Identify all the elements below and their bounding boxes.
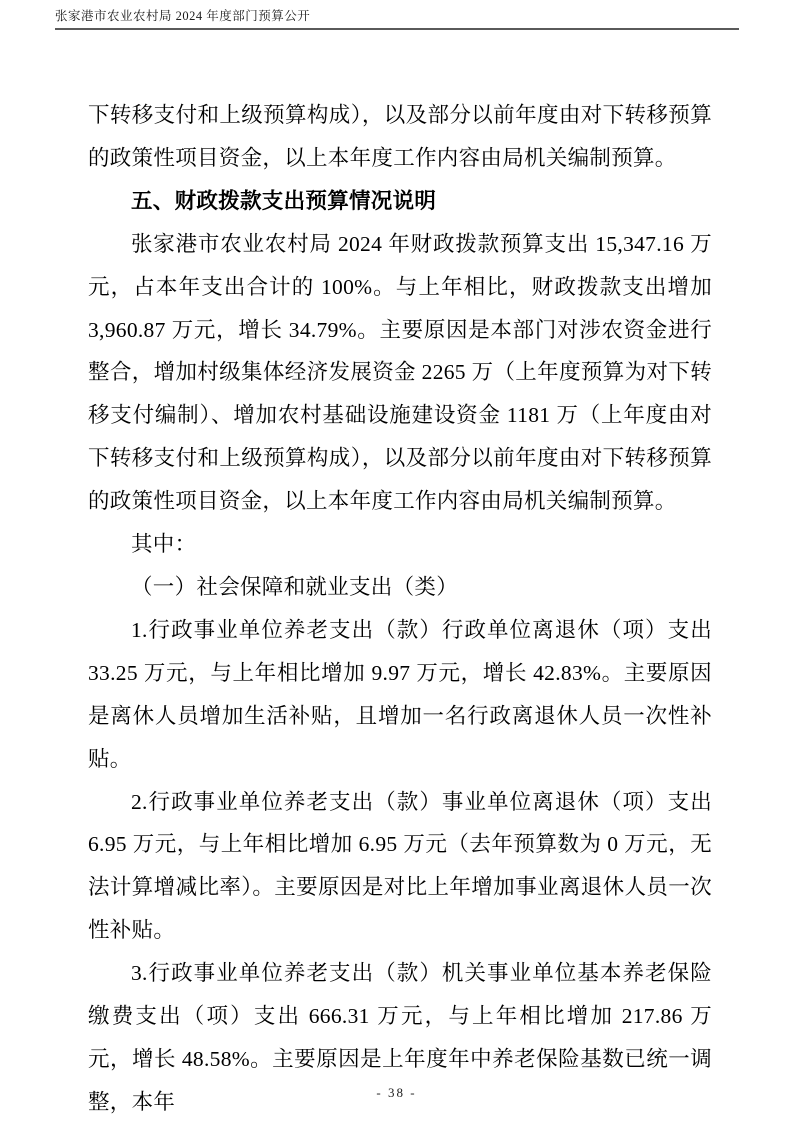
page-header [55, 8, 739, 30]
continuation-paragraph: 下转移支付和上级预算构成），以及部分以前年度由对下转移预算的政策性项目资金，以上本年度工作内容由局机关编制预算。 [88, 103, 712, 170]
category-heading: （一）社会保障和就业支出（类） [131, 574, 459, 599]
page-footer [0, 1084, 793, 1102]
budget-summary-paragraph: 张家港市农业农村局 2024 年财政拨款预算支出 15,347.16 万元，占本年支出合计的 100%。与上年相比，财政拨款支出增加 3,960.87 万元，增长 34.79%。主要原因是本部门对涉农资金进行整合，增加村级集体经济发展资金 2265 万（上年度预算为对下转移支付编制）、增加农村基础设施建设资金 1181 万（上年度由对下转移支付和上级预算构成），以及部分以前年度由对下转移预算的政策性项目资金，以上本年度工作内容由局机关编制预算。 [88, 231, 712, 514]
among-which-label: 其中： [131, 532, 197, 557]
header-rule [55, 28, 739, 30]
header-title: 张家港市农业农村局 2024 年度部门预算公开 [55, 9, 311, 23]
section-heading: 五、财政拨款支出预算情况说明 [131, 188, 437, 213]
item-paragraph-3: 3.行政事业单位养老支出（款）机关事业单位基本养老保险缴费支出（项）支出 666.31 万元，与上年相比增加 217.86 万元，增长 48.58%。主要原因是上年度年中养老保险基数已统一调整，本年 [88, 961, 712, 1114]
document-body [88, 94, 712, 1122]
page-number: - 38 - [376, 1085, 417, 1100]
item-paragraph-1: 1.行政事业单位养老支出（款）行政单位离退休（项）支出 33.25 万元，与上年相比增加 9.97 万元，增长 42.83%。主要原因是离休人员增加生活补贴，且增加一名行政离退休人员一次性补贴。 [88, 617, 712, 771]
item-paragraph-2: 2.行政事业单位养老支出（款）事业单位离退休（项）支出 6.95 万元，与上年相比增加 6.95 万元（去年预算数为 0 万元，无法计算增减比率）。主要原因是对比上年增加事业离退休人员一次性补贴。 [88, 789, 712, 943]
